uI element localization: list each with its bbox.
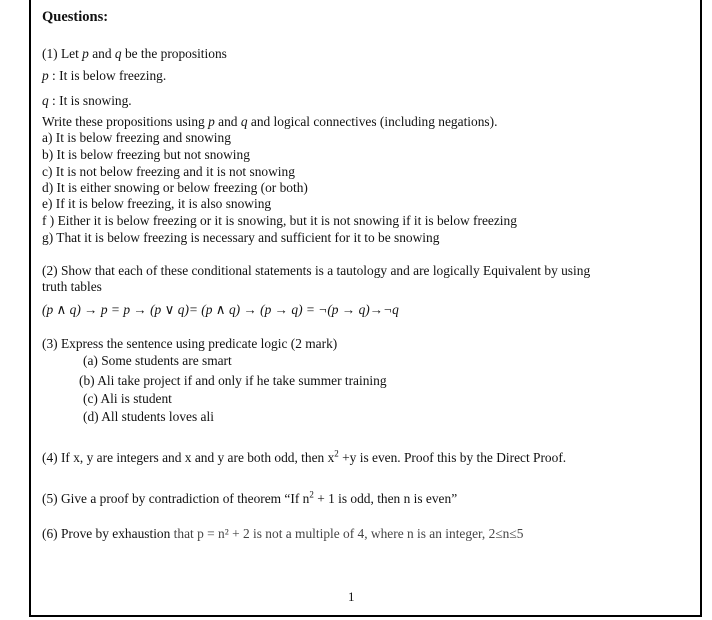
q3-item-a: (a) Some students are smart (83, 353, 232, 368)
q1-var-p: p (82, 46, 89, 61)
q1-item-g: g) That it is below freezing is necessary and sufficient for it to be snowing (42, 230, 440, 245)
q2-formula: (p ∧ q) → p = p → (p ∨ q)= (p ∧ q) → (p → q) = ¬(p → q)→¬q (42, 302, 399, 317)
q4-superscript: 2 (334, 448, 339, 459)
q6-text (42, 526, 523, 542)
q1-instruction (42, 114, 497, 130)
q1-item-a: a) It is below freezing and snowing (42, 130, 231, 145)
q1-var-q: q (114, 46, 122, 61)
q6-text-a: (6) Prove by exhaustion (42, 526, 174, 541)
q4-text-a: (4) If x, y are integers and x and y are both odd, then x (42, 450, 335, 465)
q1-instr-var-p: p (208, 114, 215, 129)
q1-item-b: b) It is below freezing but not snowing (42, 147, 250, 162)
q5-text-a: (5) Give a proof by contradiction of theorem “If n (42, 491, 310, 506)
q1-instruction-text: Write these propositions using (42, 114, 209, 129)
q1-item-c: c) It is not below freezing and it is not snowing (42, 164, 295, 179)
q5-text (42, 491, 457, 507)
q3-item-d: (d) All students loves ali (83, 409, 214, 424)
q1-instr-var-q: q (240, 114, 248, 129)
q2-line-1: (2) Show that each of these conditional statements is a tautology and are logically Equivalent by using (42, 263, 591, 278)
q1-item-e: e) If it is below freezing, it is also snowing (42, 196, 272, 211)
q1-intro-text: and (88, 46, 115, 61)
q1-p-definition (42, 68, 166, 84)
q3-item-b: (b) Ali take project if and only if he take summer training (79, 373, 387, 388)
questions-heading: Questions: (42, 9, 109, 25)
q-var: q (42, 93, 49, 108)
q-definition-text: : It is snowing. (48, 93, 132, 108)
q5-superscript: 2 (309, 489, 314, 500)
q3-item-c: (c) Ali is student (83, 391, 172, 406)
q2-line-2: truth tables (42, 279, 102, 294)
q5-text-b: + 1 is odd, then n is even” (313, 491, 458, 506)
q1-intro (42, 46, 227, 62)
p-var: p (42, 68, 49, 83)
p-definition-text: : It is below freezing. (48, 68, 167, 83)
q1-item-f: f ) Either it is below freezing or it is snowing, but it is not snowing if it is below freezing (42, 213, 517, 228)
q4-text (42, 450, 566, 466)
q1-intro-text: (1) Let (42, 46, 83, 61)
q1-q-definition (42, 93, 132, 109)
q1-intro-text: be the propositions (121, 46, 227, 61)
q4-text-b: +y is even. Proof this by the Direct Proof. (338, 450, 567, 465)
q1-item-d: d) It is either snowing or below freezing (or both) (42, 180, 308, 195)
q6-text-b: that p = n² + 2 is not a multiple of 4, where n is an integer, 2≤n≤5 (173, 526, 524, 541)
q3-line-1: (3) Express the sentence using predicate logic (2 mark) (42, 336, 338, 351)
q1-instruction-text: and (214, 114, 241, 129)
q1-instruction-text: and logical connectives (including negations). (247, 114, 498, 129)
page-number: 1 (348, 589, 355, 604)
